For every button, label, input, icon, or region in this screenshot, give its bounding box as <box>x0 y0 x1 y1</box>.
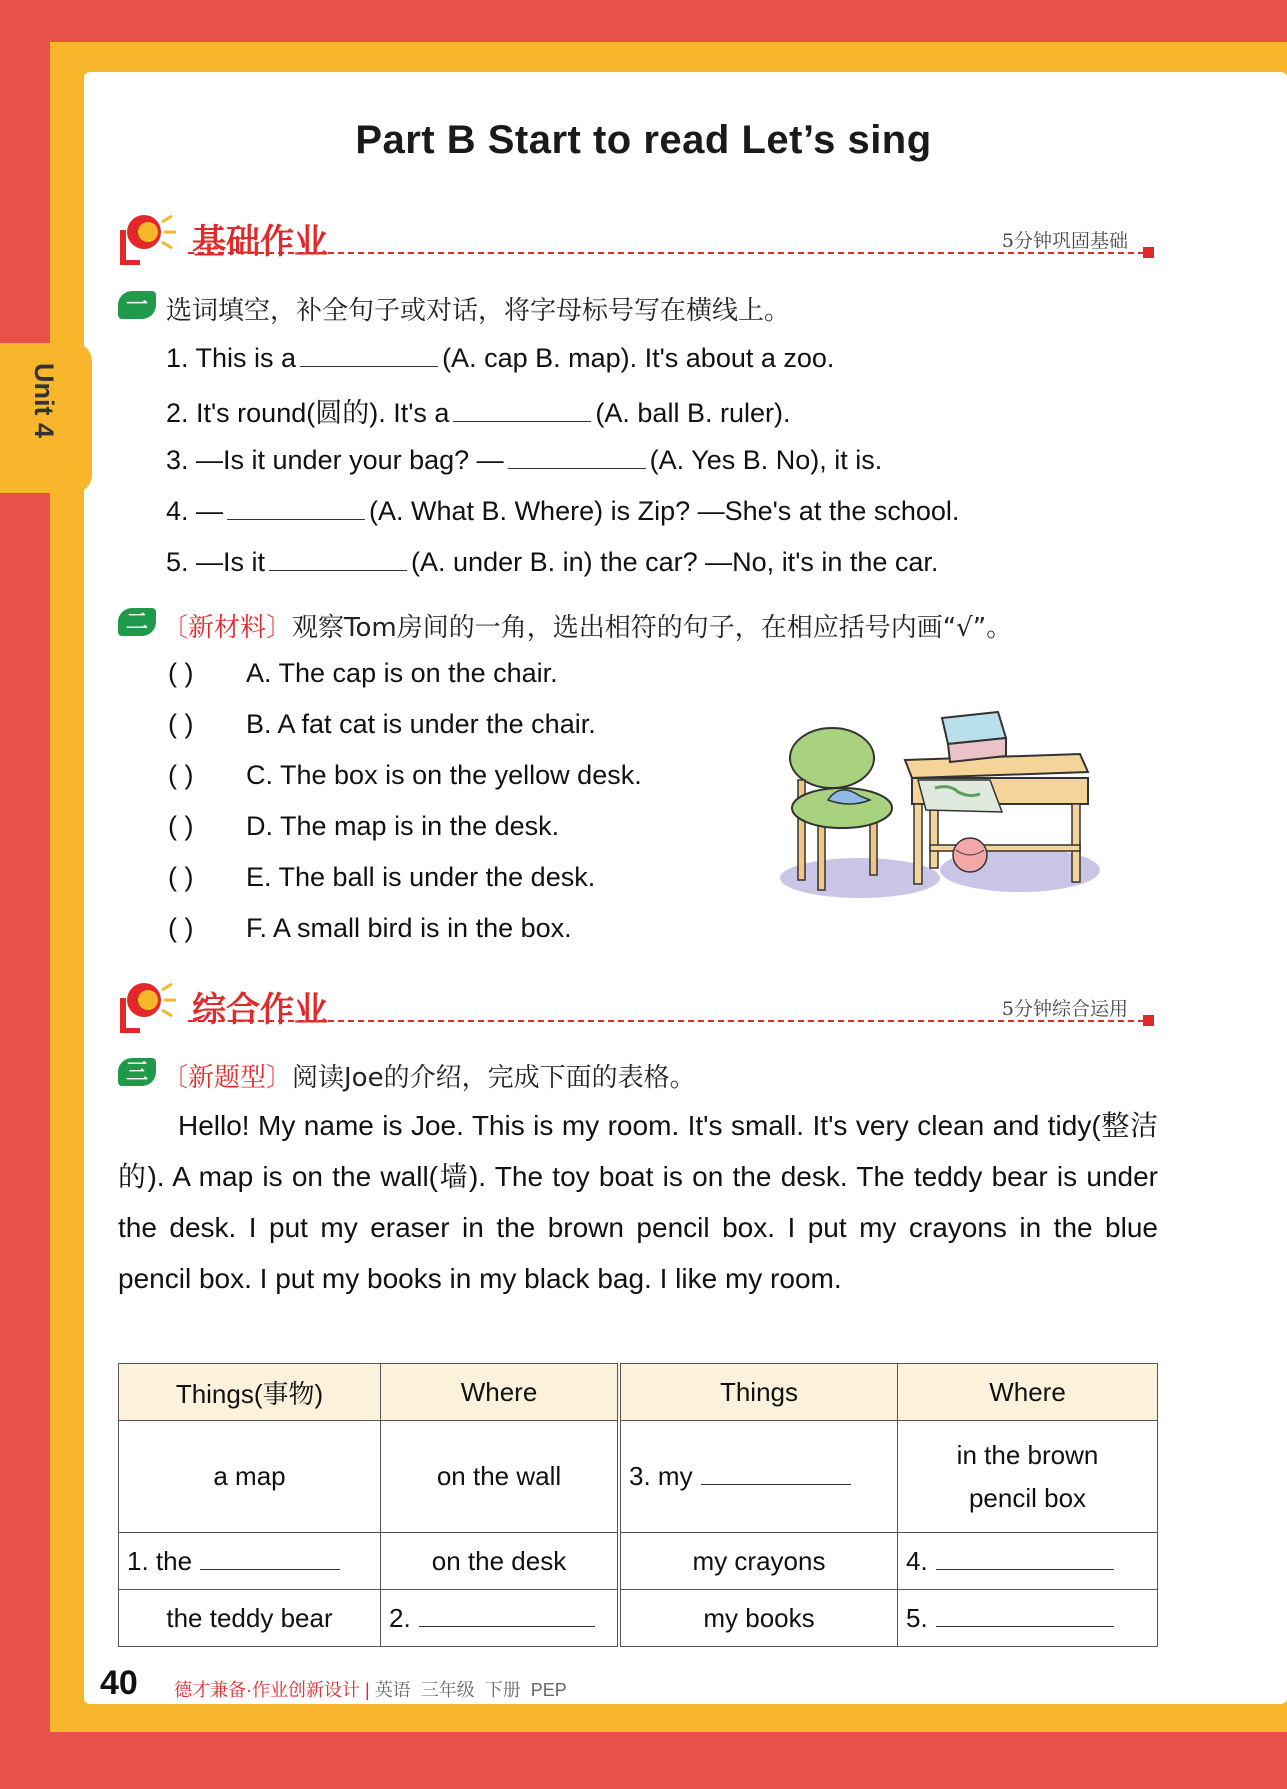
table-cell: on the wall <box>381 1421 620 1533</box>
table-cell-blank[interactable] <box>898 1533 1158 1590</box>
check-box[interactable]: ( ) <box>168 709 194 739</box>
q1-item-1 <box>166 340 834 374</box>
answer-blank-table-5[interactable] <box>936 1604 1114 1627</box>
cell-label: 3. my <box>629 1461 693 1491</box>
q1-item-2 <box>166 391 790 430</box>
check-box[interactable]: ( ) <box>168 658 194 688</box>
q1-item-1-options: (A. cap B. map). It's about a zoo. <box>442 343 835 373</box>
cell-line: in the brown <box>956 1439 1099 1470</box>
section-header-basic <box>118 210 1158 266</box>
question-1-instruction: 选词填空，补全句子或对话，将字母标号写在横线上。 <box>166 296 791 326</box>
q2-option-e[interactable] <box>168 862 595 893</box>
footer-subject: 英语 <box>374 1680 411 1700</box>
footer-term: 下册 <box>484 1680 521 1700</box>
section-title: 综合作业 <box>192 991 328 1029</box>
question-3-instruction <box>162 1057 696 1094</box>
cell-label: 2. <box>389 1602 411 1633</box>
table-cell: a map <box>119 1421 381 1533</box>
question-badge-2: 二 <box>118 608 156 636</box>
table-cell: my books <box>619 1590 898 1647</box>
question-3-text: 阅读Joe的介绍，完成下面的表格。 <box>292 1063 696 1093</box>
answer-blank-4[interactable] <box>227 493 365 520</box>
q1-item-5 <box>166 544 938 578</box>
q1-item-4-text: 4. — <box>166 496 224 526</box>
table-cell: the teddy bear <box>119 1590 381 1647</box>
unit-tab-label: Unit 4 <box>29 363 59 439</box>
table-header: Things(事物) <box>119 1364 381 1421</box>
q2-option-d[interactable] <box>168 811 559 842</box>
table-row <box>119 1590 1158 1647</box>
option-text: F. A small bird is in the box. <box>246 913 572 943</box>
footer-edition: PEP <box>530 1680 567 1700</box>
q1-item-3-text: 3. —Is it under your bag? — <box>166 445 504 475</box>
section-note: 5分钟巩固基础 <box>1001 230 1128 252</box>
cell-label: 1. the <box>127 1545 193 1576</box>
q1-item-4 <box>166 493 959 527</box>
answer-blank-table-4[interactable] <box>936 1547 1114 1570</box>
option-text: E. The ball is under the desk. <box>246 862 596 892</box>
q1-item-5-options: (A. under B. in) the car? —No, it's in the car. <box>411 547 939 577</box>
page-number: 40 <box>100 1664 138 1702</box>
cell-label: 5. <box>906 1602 928 1633</box>
q1-item-3-options: (A. Yes B. No), it is. <box>649 445 883 475</box>
table-row <box>119 1421 1158 1533</box>
table-cell-blank[interactable] <box>898 1590 1158 1647</box>
table-header-row <box>119 1364 1158 1421</box>
option-text: B. A fat cat is under the chair. <box>246 709 596 739</box>
lamp-icon <box>118 978 182 1034</box>
cell-line: pencil box <box>968 1482 1087 1513</box>
q1-item-1-text: 1. This is a <box>166 343 297 373</box>
table-cell: on the desk <box>381 1533 620 1590</box>
answer-blank-3[interactable] <box>508 442 646 469</box>
table-header: Where <box>898 1364 1158 1421</box>
q2-option-b[interactable] <box>168 709 596 740</box>
question-2-tag: 〔新材料〕 <box>162 613 293 643</box>
option-text: A. The cap is on the chair. <box>246 658 558 688</box>
footer-series-name: 德才兼备·作业创新设计 <box>174 1680 360 1700</box>
footer-series: 德才兼备·作业创新设计 | 英语 三年级 下册 PEP <box>174 1680 567 1700</box>
divider-end <box>1143 247 1154 258</box>
table-cell-blank[interactable] <box>381 1590 620 1647</box>
q1-item-3 <box>166 442 882 476</box>
q2-option-c[interactable] <box>168 760 642 791</box>
answer-table <box>118 1363 1158 1647</box>
option-text: D. The map is in the desk. <box>246 811 560 841</box>
q2-option-f[interactable] <box>168 913 572 944</box>
table-cell <box>898 1421 1158 1533</box>
page-title: Part B Start to read Let’s sing <box>355 118 932 162</box>
question-badge-1: 一 <box>118 291 156 319</box>
answer-blank-2[interactable] <box>453 395 591 422</box>
table-cell-blank[interactable] <box>119 1533 381 1590</box>
check-box[interactable]: ( ) <box>168 760 194 790</box>
question-badge-3: 三 <box>118 1058 156 1086</box>
answer-blank-1[interactable] <box>300 340 438 367</box>
lamp-icon <box>118 210 182 266</box>
q2-option-a[interactable] <box>168 658 558 689</box>
question-2-text: 观察Tom房间的一角，选出相符的句子，在相应括号内画“√”。 <box>292 613 1013 643</box>
divider <box>188 1020 1154 1022</box>
table-cell-blank[interactable] <box>619 1421 898 1533</box>
answer-blank-5[interactable] <box>269 544 407 571</box>
table-header: Where <box>381 1364 620 1421</box>
question-3-tag: 〔新题型〕 <box>162 1063 293 1093</box>
table-cell: my crayons <box>619 1533 898 1590</box>
q1-item-4-options: (A. What B. Where) is Zip? —She's at the school. <box>369 496 960 526</box>
divider-end <box>1143 1015 1154 1026</box>
answer-blank-table-3[interactable] <box>701 1462 851 1485</box>
map-icon <box>918 780 1002 812</box>
table-header: Things <box>619 1364 898 1421</box>
footer-grade: 三年级 <box>420 1680 475 1700</box>
table-row <box>119 1533 1158 1590</box>
check-box[interactable]: ( ) <box>168 811 194 841</box>
unit-tab <box>0 343 92 493</box>
section-header-comprehensive <box>118 978 1158 1034</box>
cell-label: 4. <box>906 1545 928 1576</box>
room-illustration <box>770 700 1100 910</box>
answer-blank-table-2[interactable] <box>419 1604 595 1627</box>
question-2-instruction <box>162 607 1012 644</box>
option-text: C. The box is on the yellow desk. <box>246 760 642 790</box>
q1-item-2-options: (A. ball B. ruler). <box>595 398 791 428</box>
section-note: 5分钟综合运用 <box>1001 998 1128 1020</box>
answer-blank-table-1[interactable] <box>200 1547 340 1570</box>
check-box[interactable]: ( ) <box>168 913 194 943</box>
reading-passage: Hello! My name is Joe. This is my room. It's small. It's very clean and tidy(整洁的). A map is on the wall(墙). The toy boat is on the desk. The teddy bear is under the desk. I put my eraser in the brown pencil box. I put my crayons in the blue pencil box. I put my books in my black bag. I like my room. <box>118 1110 1158 1294</box>
section-title: 基础作业 <box>192 223 328 261</box>
check-box[interactable]: ( ) <box>168 862 194 892</box>
q1-item-2-text: 2. It's round(圆的). It's a <box>166 398 450 428</box>
divider <box>188 252 1154 254</box>
q1-item-5-text: 5. —Is it <box>166 547 266 577</box>
